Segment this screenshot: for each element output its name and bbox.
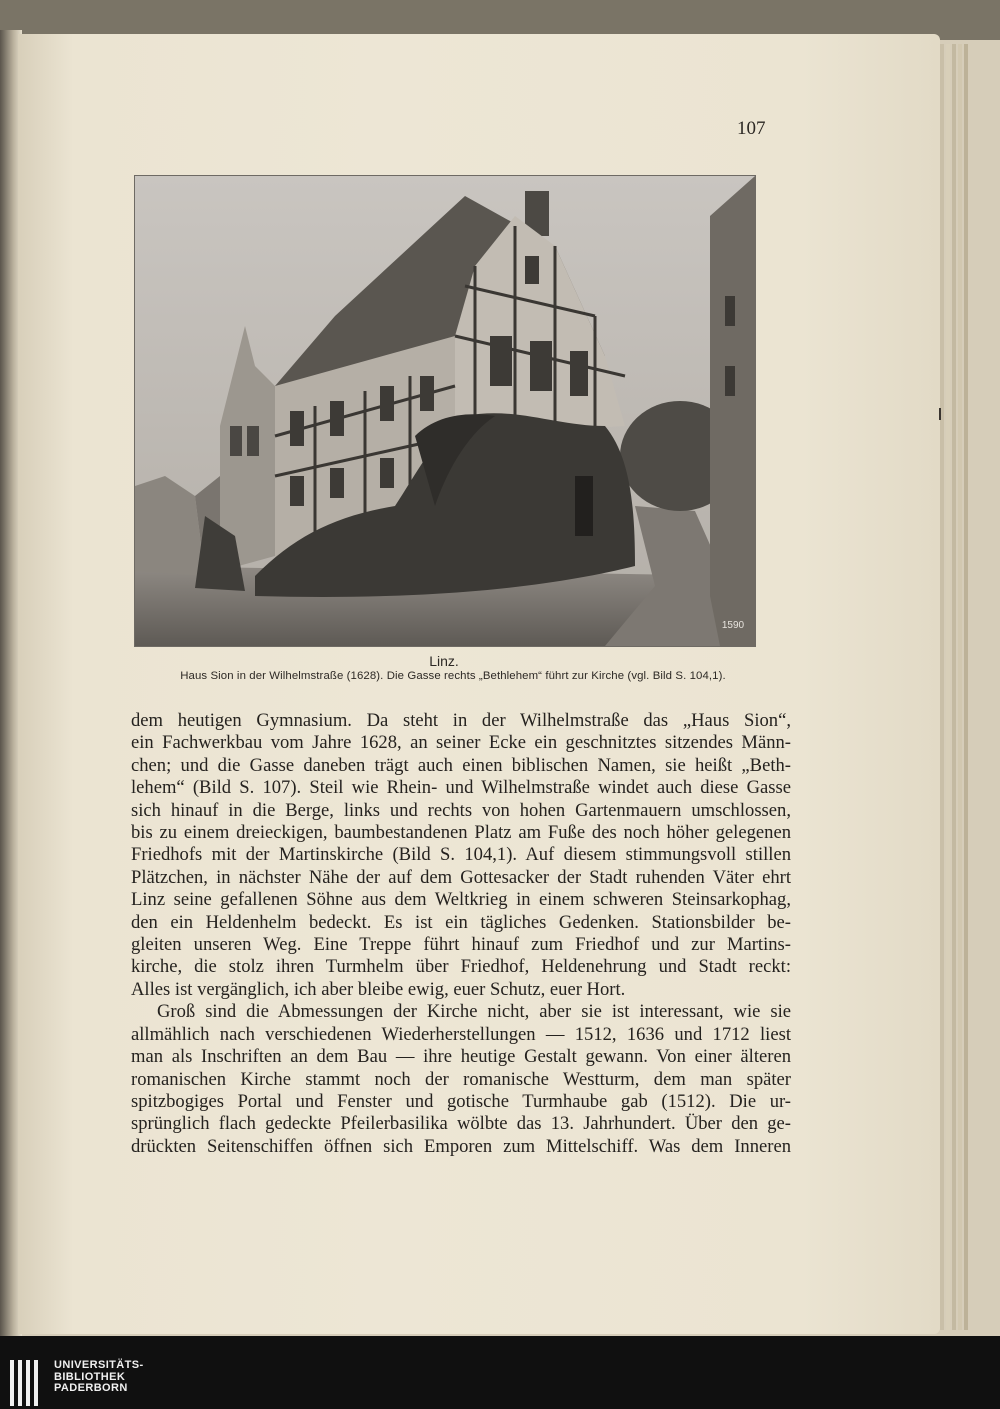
text-line: spitzbogiges Portal und Fenster und gotische Turmhaube gab (1512). Die ur- — [131, 1090, 791, 1112]
library-logo — [0, 1358, 160, 1408]
text-line: Linz seine gefallenen Söhne aus dem Weltkrieg in einem schweren Steinsarkophag, — [131, 889, 791, 911]
text-line: romanischen Kirche stammt noch der romanische Westturm, dem man später — [131, 1068, 791, 1090]
logo-line-3: PADERBORN — [54, 1382, 128, 1395]
photo-plate-number: 1590 — [721, 620, 745, 631]
logo-line-2: BIBLIOTHEK — [54, 1370, 126, 1383]
page-edge — [964, 44, 968, 1330]
margin-mark — [939, 408, 941, 420]
page-edge — [952, 44, 956, 1330]
text-line: Alles ist vergänglich, ich aber bleibe ewig, euer Schutz, euer Hort. — [131, 978, 626, 1000]
text-line: dem heutigen Gymnasium. Da steht in der Wilhelmstraße das „Haus Sion“, — [131, 710, 791, 731]
text-line: allmählich nach verschiedenen Wiederherstellungen — 1512, 1636 und 1712 liest — [131, 1023, 791, 1045]
text-line: gleiten unseren Weg. Eine Treppe führt hinauf zum Friedhof und zur Martins- — [131, 934, 791, 956]
page-edge — [940, 44, 944, 1330]
text-line: sich hinauf in die Berge, links und rechts von hohen Gartenmauern umschlossen, — [131, 799, 791, 821]
text-line: chen; und die Gasse daneben trägt auch einen biblischen Namen, sie heißt „Beth- — [131, 754, 791, 776]
text-line: Plätzchen, in nächster Nähe der auf dem Gottesacker der Stadt ruhenden Väter ehrt — [131, 866, 791, 888]
library-logo-icon — [10, 1360, 40, 1406]
figure-title: Linz. — [429, 653, 459, 669]
logo-line-1: UNIVERSITÄTS- — [54, 1359, 144, 1371]
page-number: 107 — [737, 118, 766, 139]
text-line: den ein Heldenhelm bedeckt. Es ist ein tägliches Gedenken. Stationsbilder be- — [131, 911, 791, 933]
page-edge — [958, 44, 962, 1330]
figure-caption: Haus Sion in der Wilhelmstraße (1628). Die Gasse rechts „Bethlehem“ führt zur Kirche (vgl. Bild S. 104,1). — [180, 670, 726, 682]
text-line: drückten Seitenschiffen öffnen sich Emporen zum Mittelschiff. Was dem Inneren — [131, 1135, 791, 1157]
text-line: lehem“ (Bild S. 107). Steil wie Rhein- und Wilhelmstraße windet auch diese Gasse — [131, 777, 791, 799]
text-line: kirche, die stolz ihren Turmhelm über Friedhof, Heldenehrung und Stadt reckt: — [131, 956, 791, 978]
text-line: bis zu einem dreieckigen, baumbestandenen Platz am Fuße des noch höher gelegenen — [131, 822, 791, 844]
body-text — [131, 710, 791, 1158]
text-line: Groß sind die Abmessungen der Kirche nicht, aber sie ist interessant, wie sie — [157, 1001, 791, 1023]
page-edge — [946, 44, 950, 1330]
text-line: Friedhofs mit der Martinskirche (Bild S. 104,1). Auf diesem stimmungsvoll stillen — [131, 844, 791, 866]
text-line: ein Fachwerkbau vom Jahre 1628, an seiner Ecke ein geschnitztes sitzendes Männ- — [131, 732, 791, 754]
photograph-haus-sion — [134, 175, 756, 647]
text-line: man als Inschriften an dem Bau — ihre heutige Gestalt gewann. Von einer älteren — [131, 1046, 791, 1068]
text-line: sprünglich flach gedeckte Pfeilerbasilika wölbte das 13. Jahrhundert. Über den ge- — [131, 1113, 791, 1135]
